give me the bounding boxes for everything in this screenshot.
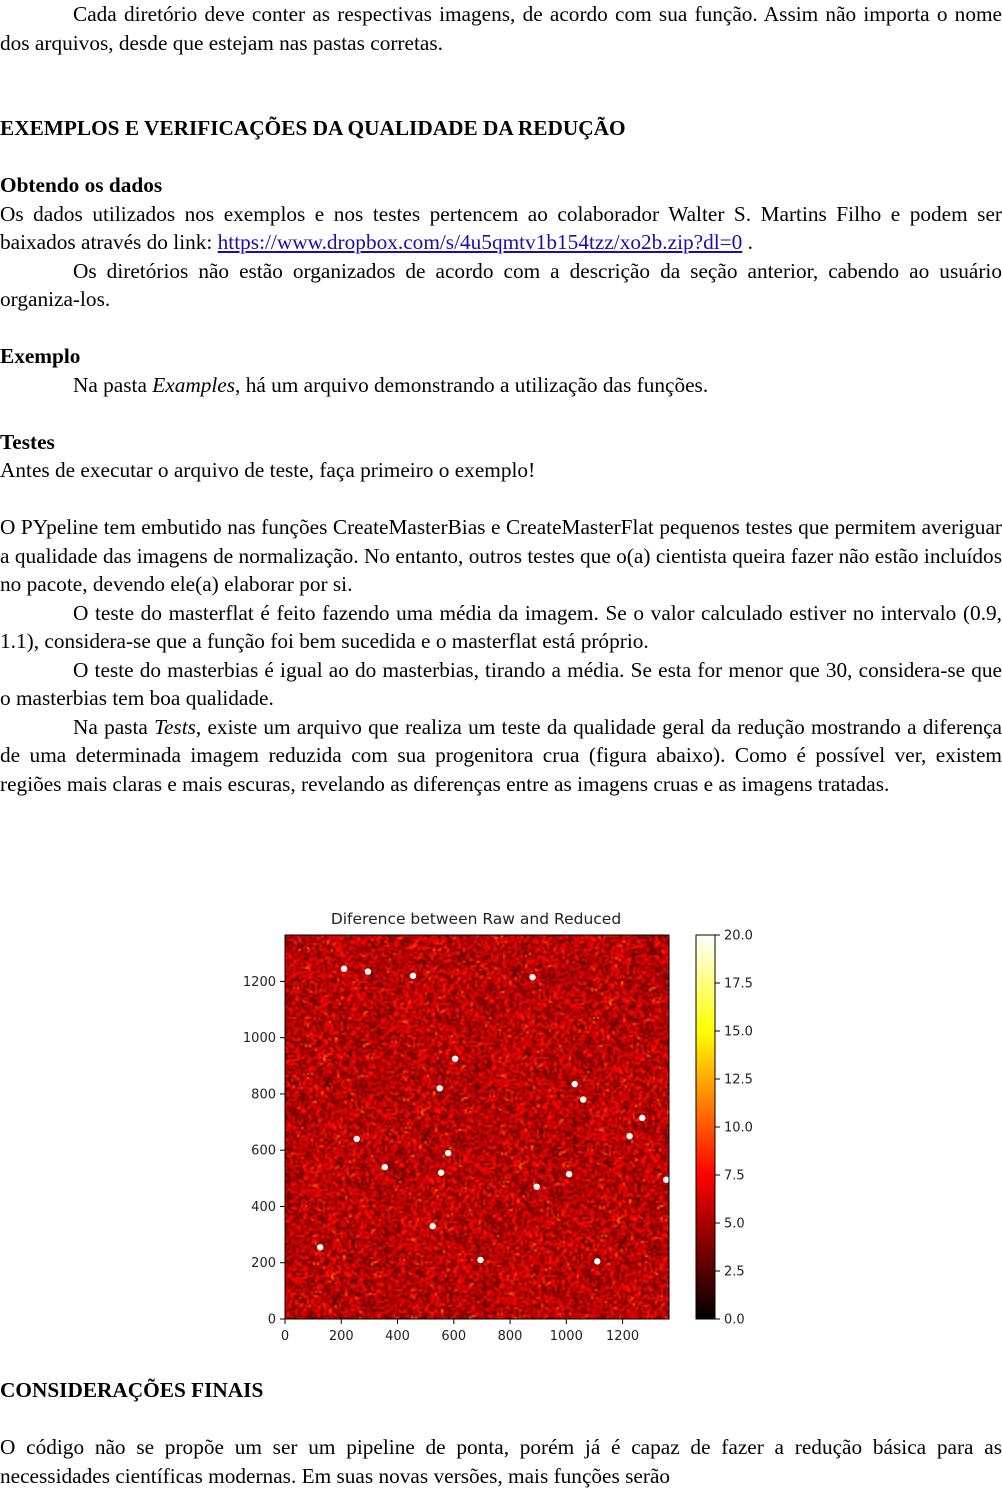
y-tick-label: 600: [251, 1143, 276, 1159]
heading-obtendo-dados: Obtendo os dados: [0, 173, 163, 197]
heading-exemplo: Exemplo: [0, 344, 81, 368]
bright-source: [534, 1184, 540, 1190]
bright-source: [410, 973, 416, 979]
bright-source: [594, 1258, 600, 1264]
bright-source: [626, 1133, 632, 1139]
bright-source: [382, 1164, 388, 1170]
y-tick-label: 0: [267, 1312, 276, 1328]
plot-area: [285, 935, 669, 1319]
x-tick-label: 1200: [606, 1329, 640, 1344]
bright-source: [438, 1170, 444, 1176]
obtendo-paragraph: Os dados utilizados nos exemplos e nos testes pertencem ao colaborador Walter S. Martins Filho e podem ser baixados através do link: https://www.dropbox.com/s/4u5qmtv1b154tzz/xo2b.zip?dl=0 .: [0, 201, 1002, 254]
bright-source: [566, 1171, 572, 1177]
dropbox-link[interactable]: https://www.dropbox.com/s/4u5qmtv1b154tzz/xo2b.zip?dl=0: [217, 230, 743, 254]
bright-source: [663, 1177, 669, 1183]
testes-paragraph-1: O PYpeline tem embutido nas funções CreateMasterBias e CreateMasterFlat pequenos testes que permitem averiguar a qualidade das imagens de normalização. No entanto, outros testes que o(a) cientista queira fazer não estão incluídos no pacote, devendo ele(a) elaborar por si.: [0, 515, 1002, 596]
testes-paragraph-2: O teste do masterflat é feito fazendo uma média da imagem. Se o valor calculado estiver no intervalo (0.9, 1.1), considera-se que a função foi bem sucedida e o masterflat está próprio.: [0, 600, 1002, 653]
colorbar-axis: [715, 929, 753, 1328]
bright-source: [429, 1223, 435, 1229]
bright-source: [452, 1056, 458, 1062]
obtendo-paragraph-2: Os diretórios não estão organizados de acordo com a descrição da seção anterior, cabendo ao usuário organiza-los.: [0, 258, 1002, 311]
x-tick-label: 800: [497, 1329, 523, 1344]
bright-source: [341, 966, 347, 972]
x-tick-label: 400: [385, 1329, 410, 1344]
y-tick-label: 1200: [242, 974, 276, 990]
bright-source: [639, 1115, 645, 1121]
bright-source: [437, 1085, 443, 1091]
tests-folder-name: Tests: [154, 714, 196, 739]
bright-source: [572, 1081, 578, 1087]
y-tick-label: 800: [251, 1087, 276, 1103]
bright-source: [445, 1150, 451, 1156]
y-tick-label: 200: [251, 1256, 276, 1272]
exemplo-paragraph: Na pasta Examples, há um arquivo demonstrando a utilização das funções.: [73, 372, 709, 397]
colorbar-tick-label: 0.0: [724, 1312, 745, 1328]
bright-source: [365, 968, 371, 974]
heatmap-chart: [228, 906, 768, 1346]
chart-title: Diference between Raw and Reduced: [330, 910, 622, 928]
bright-source: [477, 1257, 483, 1263]
heading-testes: Testes: [0, 429, 55, 454]
colorbar-tick-label: 5.0: [724, 1216, 745, 1232]
colorbar-tick-label: 20.0: [724, 928, 753, 944]
colorbar-tick-label: 15.0: [724, 1024, 753, 1040]
heatmap-image: [285, 935, 669, 1319]
x-tick-label: 1000: [549, 1329, 583, 1344]
y-tick-label: 400: [251, 1199, 276, 1215]
testes-paragraph-3: O teste do masterbias é igual ao do masterbias, tirando a média. Se esta for menor que 30, considera-se que o masterbias tem boa qualidade.: [0, 657, 1002, 710]
colorbar-tick-label: 2.5: [724, 1264, 745, 1280]
colorbar-tick-label: 17.5: [724, 976, 753, 992]
bright-source: [580, 1096, 586, 1102]
bright-source: [354, 1136, 360, 1142]
x-tick-label: 0: [280, 1329, 290, 1344]
colorbar-tick-label: 7.5: [724, 1168, 745, 1184]
x-tick-label: 600: [441, 1329, 467, 1344]
heatmap-figure: [228, 906, 768, 1346]
colorbar: [696, 935, 715, 1319]
bright-source: [317, 1244, 323, 1250]
bright-source: [529, 974, 535, 980]
y-tick-label: 1000: [242, 1031, 276, 1047]
testes-paragraph-4: Na pasta Tests, existe um arquivo que realiza um teste da qualidade geral da redução mostrando a diferença de uma determinada imagem reduzida com sua progenitora crua (figura abaixo). Como é possível ver, existem regiões mais claras e mais escuras, revelando as diferenças entre as imagens cruas e as imagens tratadas.: [0, 714, 1002, 796]
testes-line-1: Antes de executar o arquivo de teste, faça primeiro o exemplo!: [0, 458, 536, 482]
intro-paragraph: Cada diretório deve conter as respectivas imagens, de acordo com sua função. Assim não importa o nome dos arquivos, desde que estejam nas pastas corretas.: [0, 2, 1002, 55]
consideracoes-paragraph: O código não se propõe um ser um pipeline de ponta, porém já é capaz de fazer a redução básica para as necessidades científicas modernas. Em suas novas versões, mais funções serão: [0, 1435, 1002, 1488]
examples-folder-name: Examples: [152, 372, 236, 397]
final-section: [0, 1376, 1002, 1490]
x-tick-label: 200: [328, 1329, 354, 1344]
section-title-consideracoes: CONSIDERAÇÕES FINAIS: [0, 1378, 264, 1402]
section-title-exemplos: EXEMPLOS E VERIFICAÇÕES DA QUALIDADE DA REDUÇÃO: [0, 116, 626, 140]
colorbar-tick-label: 12.5: [724, 1072, 753, 1088]
colorbar-tick-label: 10.0: [724, 1120, 753, 1136]
